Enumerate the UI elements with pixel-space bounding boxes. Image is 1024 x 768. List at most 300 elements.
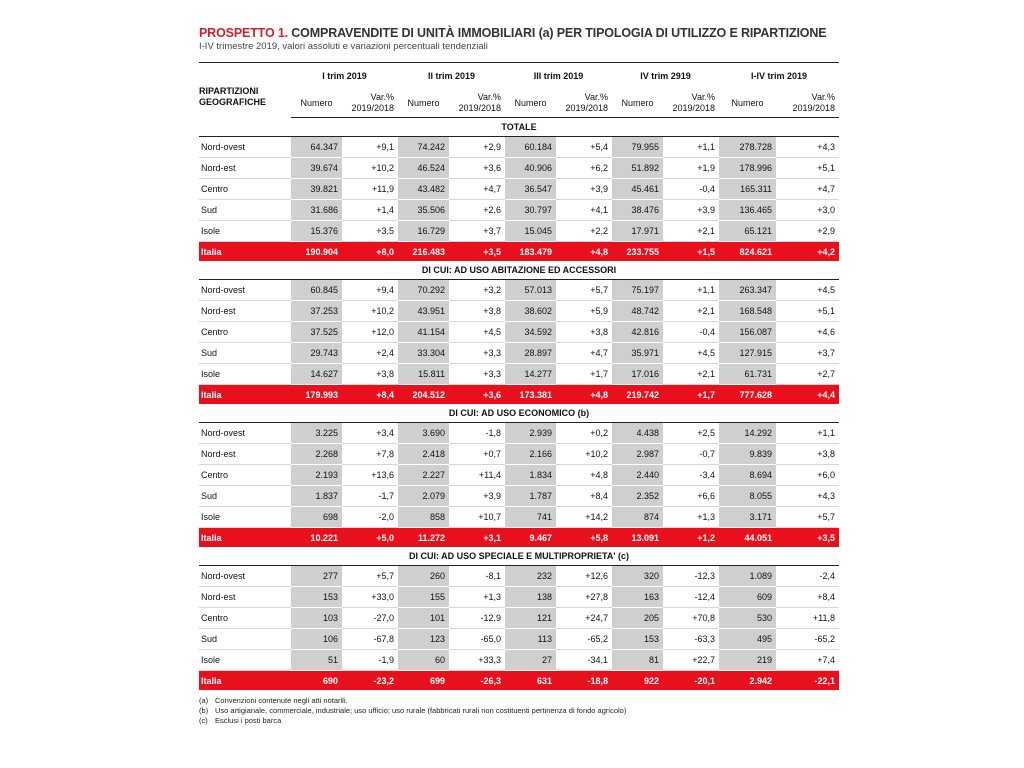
table-subtitle: I-IV trimestre 2019, valori assoluti e variazioni percentuali tendenziali (199, 41, 488, 52)
numero-cell: 3.171 (719, 507, 776, 528)
table-row (199, 200, 839, 221)
numero-cell: 698 (291, 507, 342, 528)
var-cell: +1,2 (663, 528, 719, 548)
period-header: III trim 2019 (505, 63, 612, 90)
region-cell: Sud (199, 200, 291, 221)
numero-cell: 9.467 (505, 528, 556, 548)
numero-cell: 37.253 (291, 301, 342, 322)
var-cell: +2,1 (663, 301, 719, 322)
var-cell: +3,5 (449, 242, 505, 262)
numero-cell: 2.352 (612, 486, 663, 507)
region-cell: Nord-ovest (199, 280, 291, 301)
numero-cell: 1.834 (505, 465, 556, 486)
numero-cell: 61.731 (719, 364, 776, 385)
var-cell: +3,5 (342, 221, 398, 242)
numero-cell: 153 (612, 629, 663, 650)
var-header (556, 89, 612, 118)
numero-cell: 495 (719, 629, 776, 650)
numero-cell: 3.690 (398, 423, 449, 444)
var-header-line1: Var.% (691, 92, 715, 102)
var-cell: +70,8 (663, 608, 719, 629)
period-header: II trim 2019 (398, 63, 505, 90)
table-row (199, 301, 839, 322)
var-cell: +33,3 (449, 650, 505, 671)
table-title (199, 26, 839, 40)
var-cell: +10,2 (342, 158, 398, 179)
numero-cell: 609 (719, 587, 776, 608)
table-row (199, 507, 839, 528)
numero-cell: 138 (505, 587, 556, 608)
var-cell: +4,8 (556, 385, 612, 405)
region-cell: Italia (199, 671, 291, 691)
numero-cell: 40.906 (505, 158, 556, 179)
numero-cell: 14.292 (719, 423, 776, 444)
numero-cell: 38.602 (505, 301, 556, 322)
section-header-row (199, 404, 839, 423)
table-row (199, 486, 839, 507)
footnote-label: (b) (199, 706, 209, 715)
section-header-row (199, 547, 839, 566)
numero-cell: 45.461 (612, 179, 663, 200)
table-row (199, 566, 839, 587)
var-cell: -27,0 (342, 608, 398, 629)
numero-cell: 9.839 (719, 444, 776, 465)
var-header (342, 89, 398, 118)
var-cell: +3,6 (449, 385, 505, 405)
numero-cell: 2.942 (719, 671, 776, 691)
region-cell: Italia (199, 528, 291, 548)
var-cell: -12,3 (663, 566, 719, 587)
numero-cell: 631 (505, 671, 556, 691)
var-cell: +6,6 (663, 486, 719, 507)
region-cell: Centro (199, 465, 291, 486)
region-cell: Nord-ovest (199, 137, 291, 158)
document (199, 26, 839, 726)
table-row (199, 444, 839, 465)
numero-cell: 17.016 (612, 364, 663, 385)
var-cell: +3,0 (776, 200, 839, 221)
var-cell: +4,8 (556, 242, 612, 262)
var-cell: +4,1 (556, 200, 612, 221)
var-cell: -65,2 (776, 629, 839, 650)
numero-header: Numero (291, 89, 342, 118)
numero-cell: 15.811 (398, 364, 449, 385)
section-header-row (199, 261, 839, 280)
italia-total-row (199, 528, 839, 548)
var-cell: -65,2 (556, 629, 612, 650)
var-cell: +5,1 (776, 301, 839, 322)
numero-cell: 123 (398, 629, 449, 650)
numero-cell: 43.951 (398, 301, 449, 322)
region-cell: Nord-est (199, 301, 291, 322)
numero-cell: 165.311 (719, 179, 776, 200)
var-cell: +3,9 (556, 179, 612, 200)
var-cell: +1,9 (663, 158, 719, 179)
numero-cell: 15.376 (291, 221, 342, 242)
var-cell: +10,2 (342, 301, 398, 322)
var-cell: +4,8 (556, 465, 612, 486)
ripartizioni-header-line2: GEOGRAFICHE (199, 97, 267, 108)
table-row (199, 629, 839, 650)
numero-cell: 16.729 (398, 221, 449, 242)
var-cell: +2,9 (449, 137, 505, 158)
var-cell: +3,7 (449, 221, 505, 242)
region-cell: Centro (199, 322, 291, 343)
var-cell: +13,6 (342, 465, 398, 486)
var-cell: +7,4 (776, 650, 839, 671)
numero-cell: 3.225 (291, 423, 342, 444)
numero-cell: 179.993 (291, 385, 342, 405)
var-cell: +2,9 (776, 221, 839, 242)
var-cell: +3,8 (776, 444, 839, 465)
var-cell: +3,2 (449, 280, 505, 301)
numero-cell: 113 (505, 629, 556, 650)
period-header: IV trim 2919 (612, 63, 719, 90)
var-cell: +1,1 (663, 280, 719, 301)
numero-header: Numero (612, 89, 663, 118)
numero-cell: 127.915 (719, 343, 776, 364)
var-cell: +4,7 (556, 343, 612, 364)
var-cell: +5,1 (776, 158, 839, 179)
var-cell: +0,7 (449, 444, 505, 465)
region-cell: Centro (199, 608, 291, 629)
var-header-line2: 2019/2018 (672, 103, 715, 113)
var-cell: -67,8 (342, 629, 398, 650)
numero-cell: 190.904 (291, 242, 342, 262)
var-cell: -63,3 (663, 629, 719, 650)
var-cell: +4,3 (776, 137, 839, 158)
numero-cell: 17.971 (612, 221, 663, 242)
numero-cell: 64.347 (291, 137, 342, 158)
numero-cell: 232 (505, 566, 556, 587)
numero-cell: 14.277 (505, 364, 556, 385)
numero-cell: 46.524 (398, 158, 449, 179)
var-cell: +3,5 (776, 528, 839, 548)
var-cell: +0,2 (556, 423, 612, 444)
numero-cell: 858 (398, 507, 449, 528)
numero-cell: 205 (612, 608, 663, 629)
section-title: DI CUI: AD USO SPECIALE E MULTIPROPRIETA' (c) (199, 547, 839, 566)
footnote (199, 696, 839, 706)
numero-cell: 277 (291, 566, 342, 587)
numero-cell: 263.347 (719, 280, 776, 301)
var-cell: +3,8 (556, 322, 612, 343)
numero-header: Numero (505, 89, 556, 118)
italia-total-row (199, 242, 839, 262)
numero-cell: 219 (719, 650, 776, 671)
numero-cell: 219.742 (612, 385, 663, 405)
var-cell: -2,4 (776, 566, 839, 587)
numero-cell: 1.787 (505, 486, 556, 507)
var-cell: +33,0 (342, 587, 398, 608)
table-row (199, 465, 839, 486)
numero-cell: 14.627 (291, 364, 342, 385)
numero-cell: 153 (291, 587, 342, 608)
var-cell: +14,2 (556, 507, 612, 528)
numero-cell: 922 (612, 671, 663, 691)
numero-cell: 2.079 (398, 486, 449, 507)
region-cell: Isole (199, 650, 291, 671)
region-cell: Isole (199, 507, 291, 528)
numero-cell: 103 (291, 608, 342, 629)
region-cell: Nord-ovest (199, 423, 291, 444)
var-cell: +1,1 (776, 423, 839, 444)
var-cell: +3,8 (342, 364, 398, 385)
numero-cell: 4.438 (612, 423, 663, 444)
title-text: COMPRAVENDITE DI UNITÀ IMMOBILIARI (a) PER TIPOLOGIA DI UTILIZZO E RIPARTIZIONE (287, 26, 827, 40)
var-cell: -1,7 (342, 486, 398, 507)
numero-cell: 42.816 (612, 322, 663, 343)
numero-header: Numero (398, 89, 449, 118)
numero-cell: 8.055 (719, 486, 776, 507)
numero-cell: 2.418 (398, 444, 449, 465)
var-cell: +2,7 (776, 364, 839, 385)
numero-cell: 2.987 (612, 444, 663, 465)
var-cell: -23,2 (342, 671, 398, 691)
numero-cell: 777.628 (719, 385, 776, 405)
region-cell: Italia (199, 385, 291, 405)
var-cell: -12,4 (663, 587, 719, 608)
numero-cell: 699 (398, 671, 449, 691)
numero-cell: 33.304 (398, 343, 449, 364)
section-title: DI CUI: AD USO ECONOMICO (b) (199, 404, 839, 423)
numero-cell: 121 (505, 608, 556, 629)
numero-cell: 13.091 (612, 528, 663, 548)
var-cell: +4,5 (776, 280, 839, 301)
numero-cell: 2.939 (505, 423, 556, 444)
var-cell: +12,0 (342, 322, 398, 343)
var-cell: +24,7 (556, 608, 612, 629)
footnote-label: (c) (199, 716, 208, 725)
var-cell: -2,0 (342, 507, 398, 528)
var-header (776, 89, 839, 118)
var-header-line2: 2019/2018 (792, 103, 835, 113)
region-cell: Nord-ovest (199, 566, 291, 587)
var-cell: +11,4 (449, 465, 505, 486)
var-cell: -26,3 (449, 671, 505, 691)
numero-cell: 136.465 (719, 200, 776, 221)
numero-cell: 11.272 (398, 528, 449, 548)
var-cell: +5,4 (556, 137, 612, 158)
var-cell: +4,4 (776, 385, 839, 405)
region-cell: Isole (199, 221, 291, 242)
var-cell: -0,4 (663, 179, 719, 200)
region-cell: Nord-est (199, 444, 291, 465)
numero-cell: 156.087 (719, 322, 776, 343)
footnote-label: (a) (199, 696, 209, 705)
var-cell: +6,2 (556, 158, 612, 179)
table-row (199, 179, 839, 200)
numero-cell: 155 (398, 587, 449, 608)
numero-cell: 163 (612, 587, 663, 608)
var-header-line2: 2019/2018 (565, 103, 608, 113)
numero-cell: 530 (719, 608, 776, 629)
var-cell: +10,2 (556, 444, 612, 465)
numero-cell: 28.897 (505, 343, 556, 364)
var-cell: +3,4 (342, 423, 398, 444)
var-cell: +2,5 (663, 423, 719, 444)
numero-cell: 260 (398, 566, 449, 587)
numero-cell: 106 (291, 629, 342, 650)
ripartizioni-header-line1: RIPARTIZIONI (199, 86, 259, 97)
var-cell: +12,6 (556, 566, 612, 587)
var-cell: +8,4 (342, 385, 398, 405)
numero-cell: 57.013 (505, 280, 556, 301)
var-cell: +5,9 (556, 301, 612, 322)
table-row (199, 608, 839, 629)
numero-cell: 8.694 (719, 465, 776, 486)
numero-cell: 81 (612, 650, 663, 671)
var-cell: -65,0 (449, 629, 505, 650)
numero-cell: 39.821 (291, 179, 342, 200)
footnote (199, 716, 839, 726)
var-cell: +1,3 (663, 507, 719, 528)
var-cell: +5,0 (342, 528, 398, 548)
region-cell: Sud (199, 629, 291, 650)
var-cell: +6,0 (776, 465, 839, 486)
section-title: DI CUI: AD USO ABITAZIONE ED ACCESSORI (199, 261, 839, 280)
region-cell: Nord-est (199, 158, 291, 179)
table-row (199, 650, 839, 671)
var-cell: +8,0 (342, 242, 398, 262)
var-cell: -12,9 (449, 608, 505, 629)
numero-cell: 65.121 (719, 221, 776, 242)
var-cell: +8,4 (556, 486, 612, 507)
numero-cell: 27 (505, 650, 556, 671)
numero-cell: 278.728 (719, 137, 776, 158)
subheader-row (199, 89, 839, 118)
var-cell: +3,3 (449, 343, 505, 364)
var-cell: +9,1 (342, 137, 398, 158)
region-cell: Sud (199, 486, 291, 507)
var-header-line2: 2019/2018 (458, 103, 501, 113)
numero-cell: 1.837 (291, 486, 342, 507)
table-row (199, 423, 839, 444)
var-cell: +8,4 (776, 587, 839, 608)
numero-cell: 41.154 (398, 322, 449, 343)
italia-total-row (199, 671, 839, 691)
table-row (199, 280, 839, 301)
period-header: I trim 2019 (291, 63, 398, 90)
var-cell: +1,7 (663, 385, 719, 405)
numero-cell: 44.051 (719, 528, 776, 548)
numero-cell: 741 (505, 507, 556, 528)
numero-cell: 204.512 (398, 385, 449, 405)
var-cell: +7,8 (342, 444, 398, 465)
var-cell: +5,8 (556, 528, 612, 548)
var-cell: +1,5 (663, 242, 719, 262)
var-cell: +9,4 (342, 280, 398, 301)
section-header-row (199, 118, 839, 137)
var-cell: +3,9 (449, 486, 505, 507)
numero-cell: 824.621 (719, 242, 776, 262)
var-cell: -34,1 (556, 650, 612, 671)
var-cell: +4,5 (663, 343, 719, 364)
numero-cell: 173.381 (505, 385, 556, 405)
table-row (199, 158, 839, 179)
numero-cell: 43.482 (398, 179, 449, 200)
table-row (199, 364, 839, 385)
table-row (199, 137, 839, 158)
numero-cell: 216.483 (398, 242, 449, 262)
var-cell: +11,8 (776, 608, 839, 629)
table-row (199, 343, 839, 364)
numero-cell: 15.045 (505, 221, 556, 242)
var-cell: -22,1 (776, 671, 839, 691)
var-cell: +4,7 (449, 179, 505, 200)
var-cell: -3,4 (663, 465, 719, 486)
var-cell: +1,4 (342, 200, 398, 221)
numero-cell: 35.971 (612, 343, 663, 364)
numero-cell: 38.476 (612, 200, 663, 221)
var-cell: +4,2 (776, 242, 839, 262)
var-header-line1: Var.% (477, 92, 501, 102)
var-cell: +4,3 (776, 486, 839, 507)
numero-cell: 31.686 (291, 200, 342, 221)
section-title: TOTALE (199, 118, 839, 137)
numero-cell: 874 (612, 507, 663, 528)
region-cell: Isole (199, 364, 291, 385)
footnote-text: Convenzioni contenute negli atti notarili. (215, 696, 348, 705)
var-cell: +5,7 (342, 566, 398, 587)
numero-cell: 35.506 (398, 200, 449, 221)
table-row (199, 587, 839, 608)
var-cell: +3,6 (449, 158, 505, 179)
var-cell: +4,6 (776, 322, 839, 343)
var-cell: +10,7 (449, 507, 505, 528)
table-row (199, 322, 839, 343)
var-cell: +1,1 (663, 137, 719, 158)
ripartizioni-header (199, 63, 291, 118)
numero-cell: 2.227 (398, 465, 449, 486)
var-cell: +3,3 (449, 364, 505, 385)
numero-cell: 2.166 (505, 444, 556, 465)
var-cell: +2,6 (449, 200, 505, 221)
region-cell: Sud (199, 343, 291, 364)
numero-cell: 233.755 (612, 242, 663, 262)
numero-cell: 2.440 (612, 465, 663, 486)
numero-cell: 39.674 (291, 158, 342, 179)
region-cell: Centro (199, 179, 291, 200)
numero-cell: 37.525 (291, 322, 342, 343)
region-cell: Italia (199, 242, 291, 262)
var-header-line1: Var.% (584, 92, 608, 102)
numero-cell: 183.479 (505, 242, 556, 262)
data-table (199, 62, 839, 690)
numero-cell: 79.955 (612, 137, 663, 158)
var-cell: -0,4 (663, 322, 719, 343)
var-cell: +2,1 (663, 221, 719, 242)
var-cell: -20,1 (663, 671, 719, 691)
var-cell: -1,8 (449, 423, 505, 444)
numero-cell: 75.197 (612, 280, 663, 301)
numero-cell: 51.892 (612, 158, 663, 179)
numero-cell: 51 (291, 650, 342, 671)
numero-cell: 168.548 (719, 301, 776, 322)
var-cell: +3,7 (776, 343, 839, 364)
numero-cell: 1.089 (719, 566, 776, 587)
var-header (663, 89, 719, 118)
var-cell: -0,7 (663, 444, 719, 465)
footnote (199, 706, 839, 716)
numero-cell: 70.292 (398, 280, 449, 301)
numero-cell: 60 (398, 650, 449, 671)
numero-cell: 320 (612, 566, 663, 587)
var-cell: -18,8 (556, 671, 612, 691)
var-cell: +4,5 (449, 322, 505, 343)
numero-cell: 101 (398, 608, 449, 629)
numero-cell: 34.592 (505, 322, 556, 343)
